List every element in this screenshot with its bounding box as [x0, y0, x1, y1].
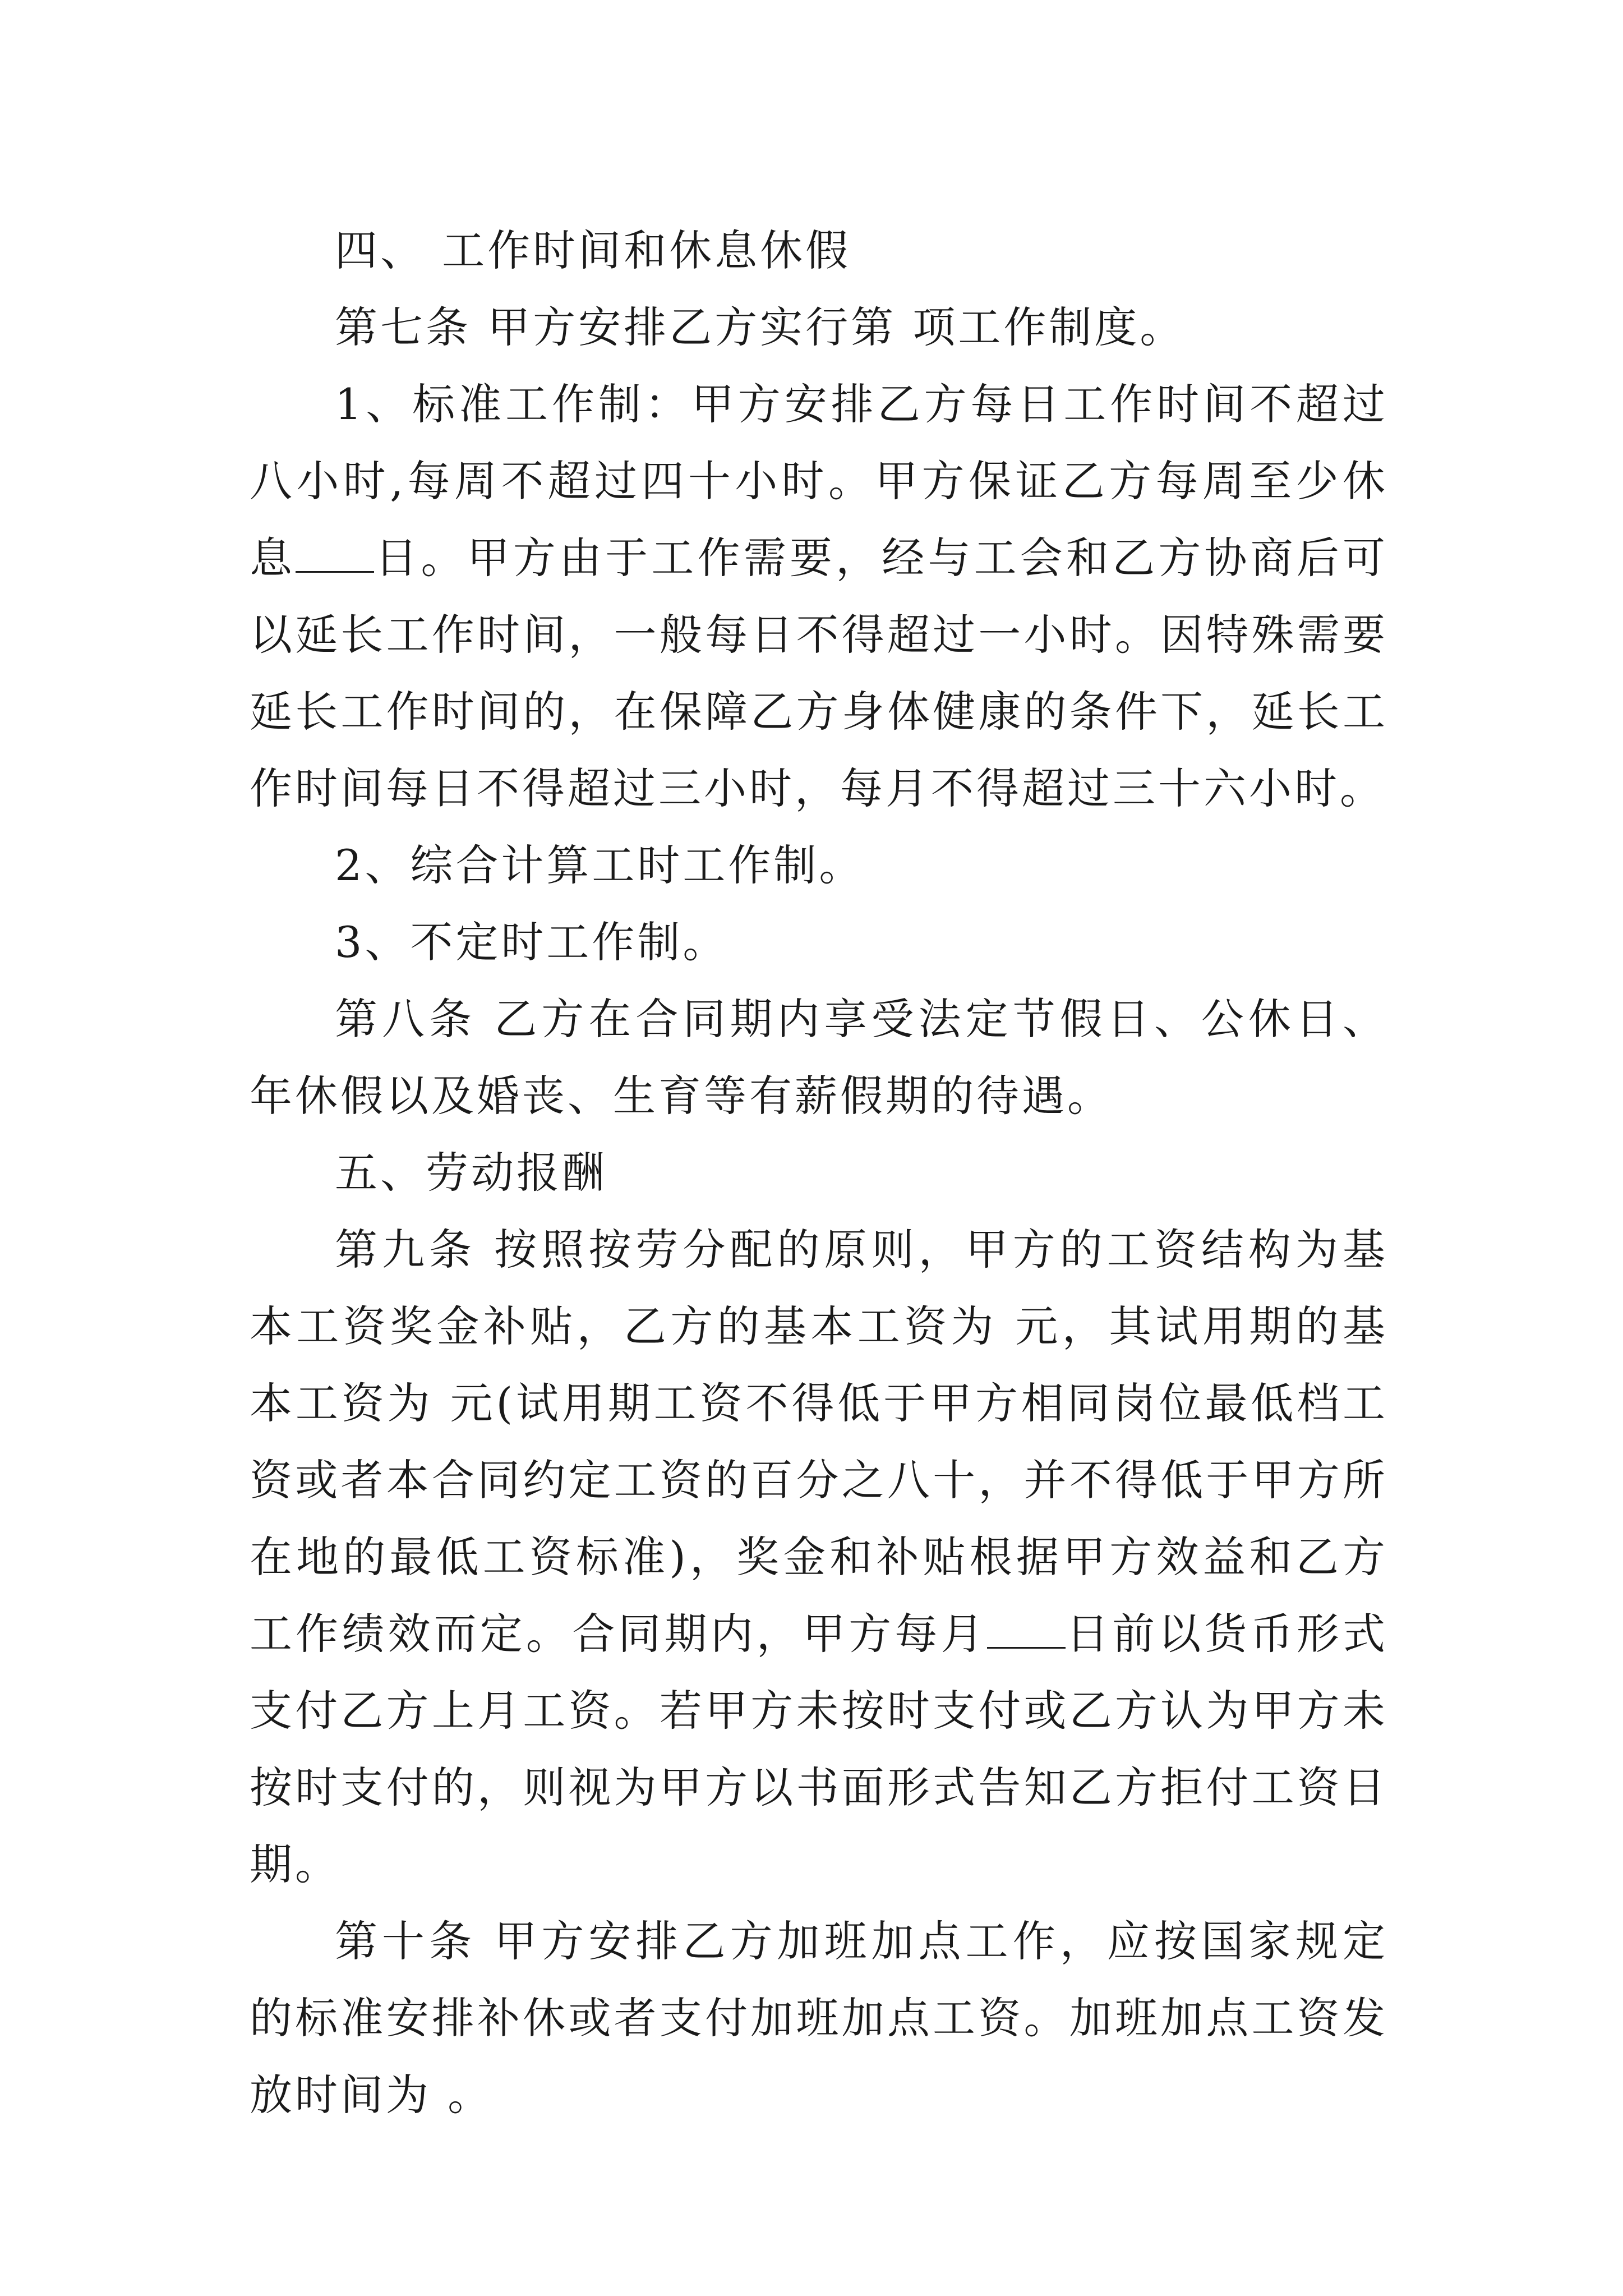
rest-days-blank [296, 539, 374, 573]
article-9-text-b: 日前以货币形式支付乙方上月工资。若甲方未按时支付或乙方认为甲方未按时支付的，则视为甲方以书面形式告知乙方拒付工资日期。 [250, 1609, 1389, 1889]
article-7: 第七条 甲方安排乙方实行第 项工作制度。 [335, 302, 1186, 352]
pay-day-blank [987, 1614, 1066, 1649]
section-5-heading: 五、劳动报酬 [335, 1148, 607, 1198]
article-10: 第十条 甲方安排乙方加班加点工作，应按国家规定的标准安排补休或者支付加班加点工资。加班加点工资发放时间为 。 [250, 1916, 1388, 2120]
article-7-item-1-text-a: 1、标准工作制：甲方安排乙方每日工作时间不超过八小时,每周不超过四十小时。甲方保证乙方每周至少休息 [250, 379, 1388, 583]
document-body [250, 212, 1388, 2133]
article-8: 第八条 乙方在合同期内享受法定节假日、公休日、年休假以及婚丧、生育等有薪假期的待遇。 [250, 994, 1388, 1121]
article-9 [250, 1211, 1388, 1903]
article-7-item-1-text-b: 日。甲方由于工作需要，经与工会和乙方协商后可以延长工作时间，一般每日不得超过一小时。因特殊需要延长工作时间的，在保障乙方身体健康的条件下，延长工作时间每日不得超过三小时，每月不得超过三十六小时。 [250, 533, 1389, 813]
article-9-text-a: 第九条 按照按劳分配的原则，甲方的工资结构为基本工资奖金补贴，乙方的基本工资为 元，其试用期的基本工资为 元(试用期工资不得低于甲方相同岗位最低档工资或者本合同约定工资的百分之八十，并不得低于甲方所在地的最低工资标准)，奖金和补贴根据甲方效益和乙方工作绩效而定。合同期内，甲方每月 [250, 1225, 1388, 1659]
article-7-item-1 [250, 366, 1388, 827]
article-7-item-3: 3、不定时工作制。 [335, 917, 728, 967]
article-7-item-2: 2、综合计算工时工作制。 [335, 840, 865, 890]
section-4-heading: 四、 工作时间和休息休假 [335, 226, 851, 275]
